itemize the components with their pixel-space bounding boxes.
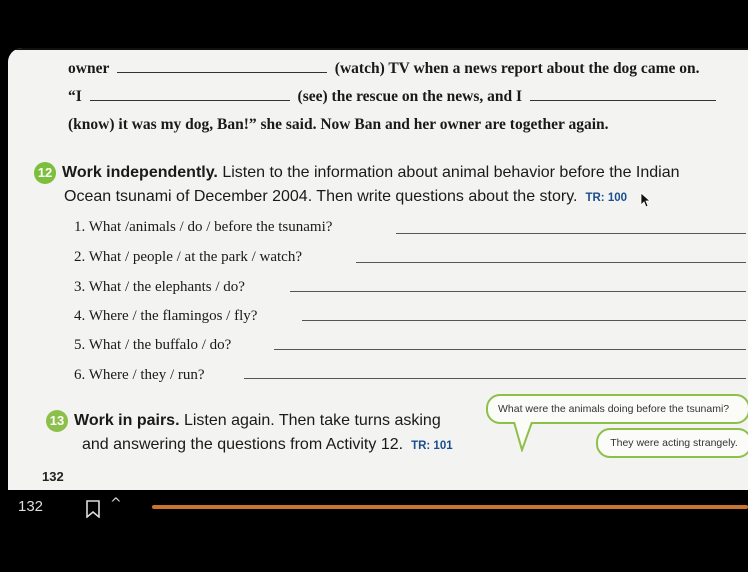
story-line-3: (know) it was my dog, Ban!” she said. Now Ban and her owner are together again. xyxy=(68,116,609,133)
activity-13-line-2 xyxy=(82,436,453,454)
question-6-answer-line[interactable] xyxy=(244,378,746,379)
answer-blank[interactable] xyxy=(530,99,716,101)
story-line-2-start: “I xyxy=(68,88,82,105)
reader-page-indicator[interactable]: 132 xyxy=(18,498,44,515)
story-line-2-mid: (see) the rescue on the news, and I xyxy=(297,88,522,105)
activity-12-heading: Work independently. xyxy=(62,164,218,182)
activity-12-text-1: Listen to the information about animal behavior before the Indian xyxy=(217,164,680,182)
story-line-1 xyxy=(68,60,699,78)
answer-blank[interactable] xyxy=(117,71,327,73)
activity-12-track: TR: 100 xyxy=(585,192,628,204)
textbook-page xyxy=(8,48,748,490)
activity-12-line-2 xyxy=(64,188,627,206)
activity-13-line-1 xyxy=(46,410,441,432)
question-2-answer-line[interactable] xyxy=(356,262,746,263)
page-top-edge xyxy=(8,48,748,50)
chevron-up-icon[interactable]: ^ xyxy=(110,496,122,512)
activity-12-text-2: Ocean tsunami of December 2004. Then write questions about the story. xyxy=(64,188,578,205)
activity-12-line-1 xyxy=(34,162,680,184)
question-4-answer-line[interactable] xyxy=(302,320,746,321)
reading-progress-bar[interactable] xyxy=(152,505,748,509)
speech-bubble-answer: They were acting strangely. xyxy=(596,428,748,458)
mouse-cursor-icon xyxy=(640,192,652,208)
question-2: 2. What / people / at the park / watch? xyxy=(74,249,302,265)
question-1: 1. What /animals / do / before the tsunami? xyxy=(74,219,333,235)
question-3-answer-line[interactable] xyxy=(290,291,746,292)
activity-13-badge: 13 xyxy=(46,410,68,432)
activity-13-heading: Work in pairs. xyxy=(74,412,180,430)
question-3: 3. What / the elephants / do? xyxy=(74,279,245,295)
story-line-2 xyxy=(68,88,720,106)
activity-13-text-1: Listen again. Then take turns asking xyxy=(179,412,441,430)
question-5: 5. What / the buffalo / do? xyxy=(74,337,232,353)
story-line-1-end: (watch) TV when a news report about the dog came on. xyxy=(334,60,700,77)
question-6: 6. Where / they / run? xyxy=(74,367,205,383)
speech-bubble-tail xyxy=(512,422,534,452)
speech-bubble-question: What were the animals doing before the tsunami? xyxy=(486,394,748,424)
story-line-1-start: owner xyxy=(68,60,110,77)
bookmark-icon[interactable] xyxy=(86,500,100,518)
page-number: 132 xyxy=(42,469,64,484)
question-1-answer-line[interactable] xyxy=(396,233,746,234)
answer-blank[interactable] xyxy=(90,99,290,101)
activity-12-badge: 12 xyxy=(34,162,56,184)
activity-13-text-2: and answering the questions from Activity 12. xyxy=(82,436,404,453)
question-5-answer-line[interactable] xyxy=(274,349,746,350)
question-4: 4. Where / the flamingos / fly? xyxy=(74,308,258,324)
activity-13-track: TR: 101 xyxy=(411,440,453,452)
reader-toolbar xyxy=(0,490,748,572)
